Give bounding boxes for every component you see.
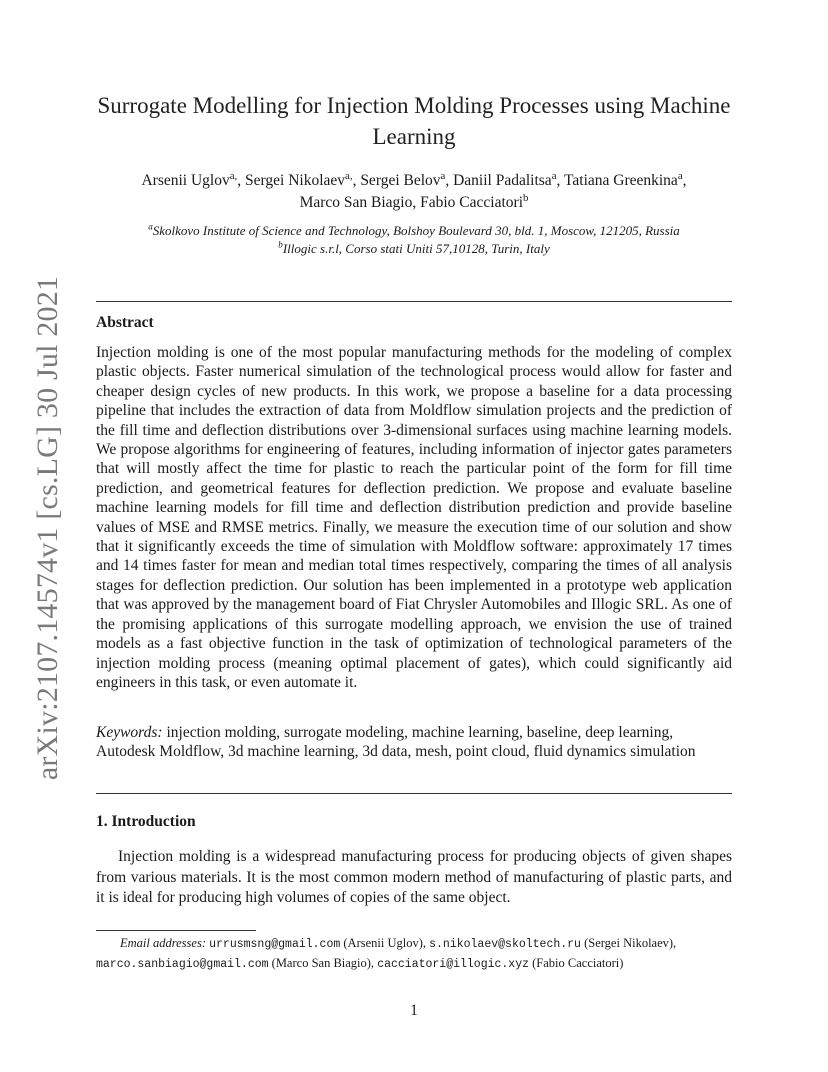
footnote-label: Email addresses: bbox=[120, 936, 206, 950]
author-name: Daniil Padalitsa bbox=[453, 172, 552, 189]
abstract-text: Injection molding is one of the most popular manufacturing methods for the modeling of complex plastic objects. Faster numerical simulation of the technological process would allow for faster and cheaper design cycles of new products. In this work, we propose a baseline for a data processing pipeline that includes the extraction of data from Moldflow simulation projects and the prediction of the fill time and deflection distributions over 3-dimensional surfaces using machine learning models. We propose algorithms for engineering of features, including information of injector gates parameters that will mostly affect the time for plastic to reach the particular point of the form for fill time prediction, and geometrical features for deflection prediction. We propose and evaluate baseline machine learning models for fill time and deflection distribution prediction and provide baseline values of MSE and RMSE metrics. Finally, we measure the execution time of our solution and show that it significantly exceeds the time of simulation with Moldflow software: approximately 17 times and 14 times faster for mean and median total times respectively, comparing the times of all analysis stages for deflection prediction. Our solution has been implemented in a prototype web application that was approved by the management board of Fiat Chrysler Automobiles and Illogic SRL. As one of the promising applications of this surrogate modelling approach, we envision the use of trained models as a fast objective function in the task of optimization of technological parameters of the injection molding process (meaning optimal placement of gates), which could significantly aid engineers in this task, or even automate it. bbox=[96, 344, 732, 691]
author-name: Tatiana Greenkina bbox=[564, 172, 678, 189]
abstract-heading: Abstract bbox=[96, 314, 154, 331]
author-name: Fabio Cacciatori bbox=[420, 194, 523, 211]
abstract-bottom-rule bbox=[96, 793, 732, 794]
keywords-text: injection molding, surrogate modeling, machine learning, baseline, deep learning, Autodesk Moldflow, 3d machine learning, 3d data, mesh, point cloud, fluid dynamics simulation bbox=[96, 724, 696, 761]
page-number: 1 bbox=[410, 1002, 418, 1019]
author-affil-mark: a bbox=[551, 169, 557, 182]
author-list bbox=[96, 170, 732, 214]
abstract-top-rule bbox=[96, 301, 732, 302]
author-line-1: Arsenii Uglov$^{a,}$, Sergei Nikolaev$^{a,}$, Sergei Belov$^a$, Daniil Padalitsa$^a$, Tatiana Greenkina$^a$, bbox=[141, 169, 687, 189]
email-link[interactable]: marco.sanbiagio@gmail.com bbox=[96, 958, 269, 971]
author-name: Sergei Belov bbox=[360, 172, 441, 189]
email-link[interactable]: cacciatori@illogic.xyz bbox=[377, 958, 530, 971]
keywords-label: Keywords: bbox=[96, 724, 163, 741]
affiliation-b: $^b$Illogic s.r.l, Corso stati Uniti 57,10128, Turin, Italy bbox=[278, 239, 550, 256]
footnote-emails: Email addresses: urrusmsng@gmail.com (Arsenii Uglov), s.nikolaev@skoltech.ru (Sergei Nikolaev), marco.sanbiagio@gmail.com (Marco San Biagio), cacciatori@illogic.xyz (Fabio Cacciatori) bbox=[96, 936, 677, 971]
title-line-1: Surrogate Modelling for Injection Molding Processes using Machine bbox=[97, 93, 731, 118]
author-name: Arsenii Uglov bbox=[141, 172, 230, 189]
author-line-2: Marco San Biagio, Fabio Cacciatori$^b$ bbox=[299, 191, 529, 211]
footnote-rule bbox=[96, 930, 256, 931]
affiliation-a: $^a$Skolkovo Institute of Science and Technology, Bolshoy Boulevard 30, bld. 1, Moscow, 121205, Russia bbox=[148, 221, 680, 238]
author-name: Sergei Nikolaev bbox=[245, 172, 346, 189]
email-link[interactable]: s.nikolaev@skoltech.ru bbox=[429, 938, 581, 951]
arxiv-identifier-stamp: arXiv:2107.14574v1 [cs.LG] 30 Jul 2021 bbox=[31, 275, 64, 781]
section-paragraph: Injection molding is a widespread manufacturing process for producing objects of given shapes from various materials. It is the most common modern method of manufacturing of plastic parts, and it is ideal for producing high volumes of copies of the same object. bbox=[96, 848, 732, 906]
title-line-2: Learning bbox=[372, 124, 456, 149]
author-name: Marco San Biagio bbox=[299, 194, 413, 211]
email-link[interactable]: urrusmsng@gmail.com bbox=[209, 938, 341, 951]
author-affil-mark: a, bbox=[345, 169, 353, 182]
paper-title bbox=[96, 90, 732, 152]
author-affil-mark: a, bbox=[229, 169, 238, 182]
affiliation-list bbox=[96, 222, 732, 258]
keywords bbox=[96, 723, 732, 762]
author-affil-mark: a bbox=[677, 169, 683, 182]
author-affil-mark: b bbox=[523, 191, 529, 204]
author-affil-mark: a bbox=[440, 169, 446, 182]
section-heading: 1. Introduction bbox=[96, 813, 196, 830]
